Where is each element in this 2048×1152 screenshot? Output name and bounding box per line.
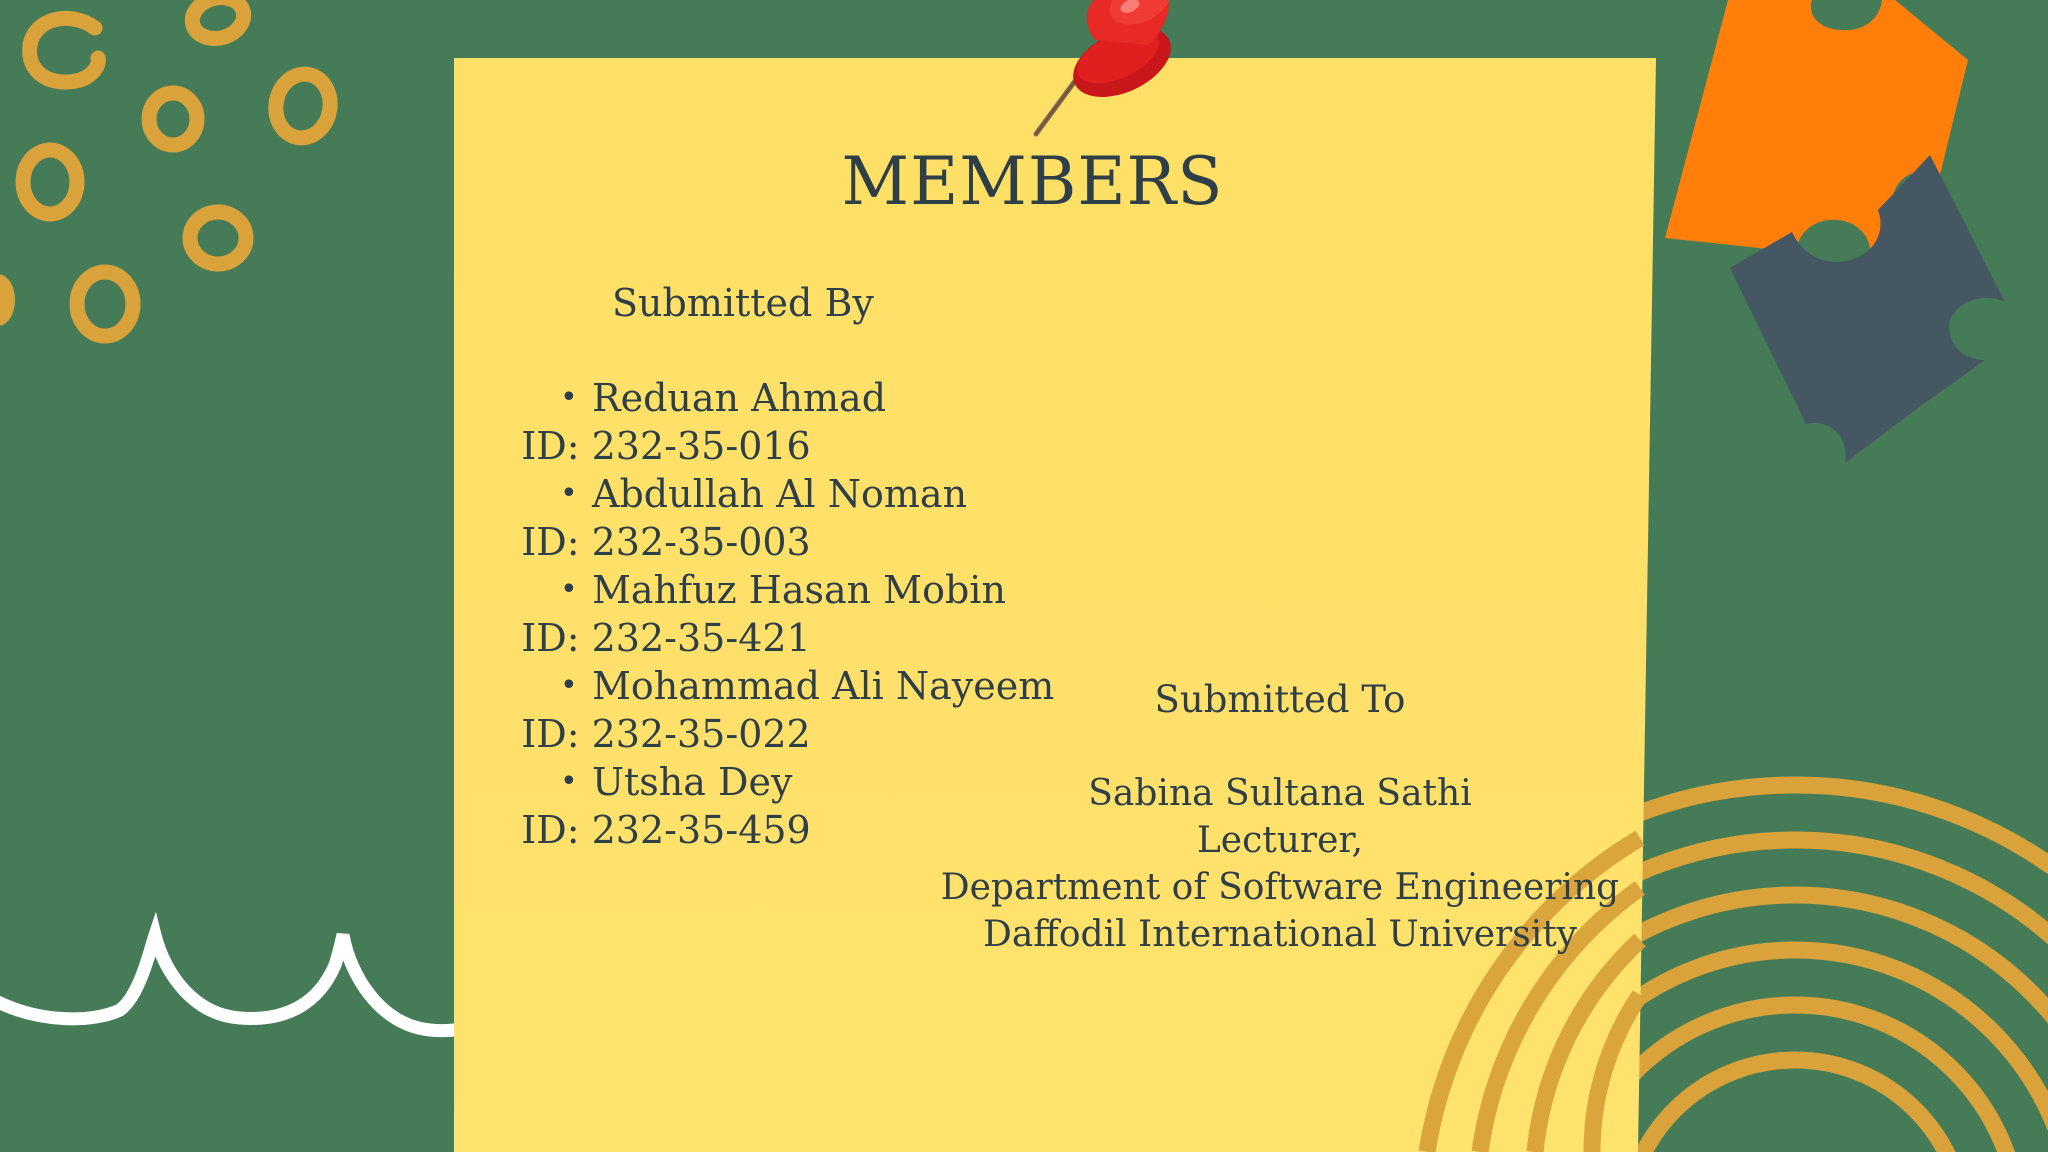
supervisor-department: Department of Software Engineering: [940, 867, 1620, 908]
supervisor-designation: Lecturer,: [1196, 820, 1364, 861]
list-item: [521, 374, 1054, 470]
member-name: • Reduan Ahmad: [592, 376, 887, 420]
circle-doodle-icon: [0, 282, 8, 318]
circle-doodle-icon: [77, 272, 133, 336]
circle-doodle-icon: [23, 150, 77, 214]
list-item: [521, 470, 1054, 566]
circle-doodle-icon: [30, 18, 99, 82]
submitted-by-label: Submitted By: [612, 281, 874, 325]
supervisor-name: Sabina Sultana Sathi: [1088, 773, 1472, 814]
member-id: ID: 232-35-003: [521, 520, 811, 564]
member-name: • Mahfuz Hasan Mobin: [592, 568, 1006, 612]
submitted-to-label: Submitted To: [1154, 678, 1406, 721]
member-name: • Mohammad Ali Nayeem: [592, 664, 1055, 708]
circle-doodles: [0, 0, 335, 336]
member-id: ID: 232-35-421: [521, 616, 811, 660]
member-id: ID: 232-35-016: [521, 424, 811, 468]
circle-doodle-icon: [271, 70, 335, 142]
circle-doodle-icon: [190, 212, 246, 264]
slide-title: MEMBERS: [841, 143, 1224, 220]
circle-doodle-icon: [149, 93, 197, 145]
circle-doodle-icon: [188, 0, 249, 44]
list-item: [521, 566, 1054, 662]
member-name: • Abdullah Al Noman: [592, 472, 968, 516]
submitted-to-block: [900, 676, 1660, 958]
member-id: ID: 232-35-459: [521, 808, 811, 852]
supervisor-university: Daffodil International University: [982, 914, 1578, 955]
member-name: • Utsha Dey: [592, 760, 793, 804]
member-id: ID: 232-35-022: [521, 712, 811, 756]
